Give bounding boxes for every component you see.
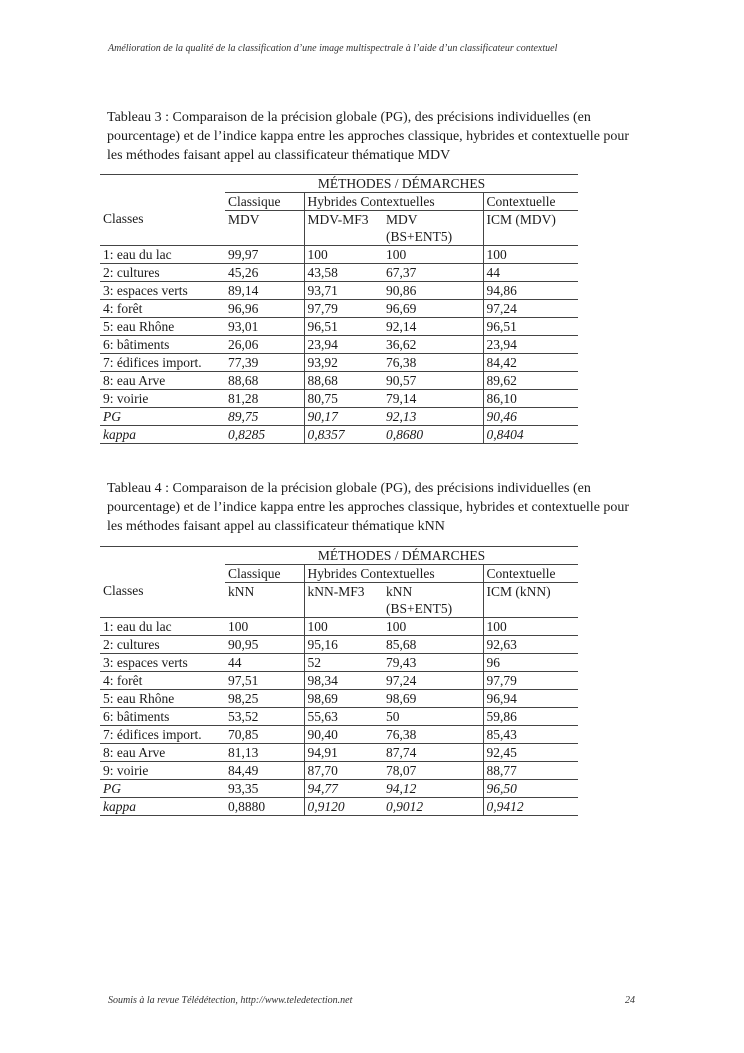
row-label: 6: bâtiments bbox=[100, 336, 225, 354]
row-value: 79,14 bbox=[383, 390, 483, 408]
row-value: 23,94 bbox=[483, 336, 578, 354]
row-value: 0,9012 bbox=[383, 798, 483, 816]
row-value: 100 bbox=[483, 246, 578, 264]
row-value: 94,91 bbox=[304, 744, 383, 762]
row-value: 81,13 bbox=[225, 744, 304, 762]
table3-row bbox=[100, 246, 578, 264]
row-value: 97,24 bbox=[383, 672, 483, 690]
table4-sub-classique: Classique bbox=[225, 565, 304, 583]
row-value: 0,9412 bbox=[483, 798, 578, 816]
row-value: 100 bbox=[383, 618, 483, 636]
table4-row bbox=[100, 690, 578, 708]
row-value: 79,43 bbox=[383, 654, 483, 672]
row-value: 78,07 bbox=[383, 762, 483, 780]
row-value: 87,74 bbox=[383, 744, 483, 762]
row-value: 0,9120 bbox=[304, 798, 383, 816]
row-value: 90,46 bbox=[483, 408, 578, 426]
table3-col-mdv-bs-ent5: MDV bbox=[386, 212, 418, 227]
table3-row bbox=[100, 336, 578, 354]
table3 bbox=[100, 174, 578, 444]
table4-row bbox=[100, 618, 578, 636]
row-label: 2: cultures bbox=[100, 636, 225, 654]
row-label: 3: espaces verts bbox=[100, 282, 225, 300]
table3-row bbox=[100, 390, 578, 408]
row-value: 100 bbox=[483, 618, 578, 636]
row-value: 45,26 bbox=[225, 264, 304, 282]
footer-source: Soumis à la revue Télédétection, http://www.teledetection.net bbox=[108, 995, 353, 1006]
running-header: Amélioration de la qualité de la classification d’une image multispectrale à l’aide d’un classificateur contextuel bbox=[108, 43, 558, 54]
row-label: PG bbox=[100, 408, 225, 426]
table3-caption: Tableau 3 : Comparaison de la précision globale (PG), des précisions individuelles (en pourcentage) et de l’indice kappa entre les approches classique, hybrides et contextuelle pour les méthodes faisant appel au classificateur thématique MDV bbox=[107, 110, 630, 163]
row-value: 76,38 bbox=[383, 354, 483, 372]
row-value: 0,8285 bbox=[225, 426, 304, 444]
row-value: 96,50 bbox=[483, 780, 578, 798]
table4-col-knn-bs-ent5: kNN bbox=[386, 584, 413, 599]
row-value: 43,58 bbox=[304, 264, 383, 282]
row-value: 100 bbox=[383, 246, 483, 264]
row-value: 94,77 bbox=[304, 780, 383, 798]
row-value: 90,95 bbox=[225, 636, 304, 654]
row-value: 88,68 bbox=[304, 372, 383, 390]
row-value: 0,8880 bbox=[225, 798, 304, 816]
row-label: 5: eau Rhône bbox=[100, 690, 225, 708]
row-value: 96,96 bbox=[225, 300, 304, 318]
row-value: 90,86 bbox=[383, 282, 483, 300]
row-value: 88,77 bbox=[483, 762, 578, 780]
row-value: 92,45 bbox=[483, 744, 578, 762]
row-value: 100 bbox=[304, 618, 383, 636]
row-value: 81,28 bbox=[225, 390, 304, 408]
row-label: 9: voirie bbox=[100, 390, 225, 408]
row-value: 85,68 bbox=[383, 636, 483, 654]
row-label: PG bbox=[100, 780, 225, 798]
row-label: 7: édifices import. bbox=[100, 726, 225, 744]
row-value: 98,69 bbox=[383, 690, 483, 708]
row-value: 89,14 bbox=[225, 282, 304, 300]
table3-col-mdv-bs-ent5-line2: (BS+ENT5) bbox=[383, 228, 483, 246]
row-label: 3: espaces verts bbox=[100, 654, 225, 672]
row-label: kappa bbox=[100, 798, 225, 816]
table4-row bbox=[100, 672, 578, 690]
row-value: 50 bbox=[383, 708, 483, 726]
row-label: kappa bbox=[100, 426, 225, 444]
row-value: 55,63 bbox=[304, 708, 383, 726]
table4-caption: Tableau 4 : Comparaison de la précision globale (PG), des précisions individuelles (en pourcentage) et de l’indice kappa entre les approches classique, hybrides et contextuelle pour les méthodes faisant appel au classificateur thématique kNN bbox=[107, 481, 630, 534]
row-label: 1: eau du lac bbox=[100, 246, 225, 264]
row-value: 92,63 bbox=[483, 636, 578, 654]
row-label: 4: forêt bbox=[100, 672, 225, 690]
table4-row bbox=[100, 798, 578, 816]
row-value: 59,86 bbox=[483, 708, 578, 726]
row-value: 86,10 bbox=[483, 390, 578, 408]
table3-col-icm: ICM (MDV) bbox=[483, 211, 578, 229]
row-value: 93,01 bbox=[225, 318, 304, 336]
table4-col-knn: kNN bbox=[228, 584, 255, 599]
table4-row bbox=[100, 708, 578, 726]
row-value: 85,43 bbox=[483, 726, 578, 744]
row-value: 80,75 bbox=[304, 390, 383, 408]
table4-col-icm: ICM (kNN) bbox=[483, 583, 578, 601]
row-value: 0,8680 bbox=[383, 426, 483, 444]
row-value: 92,13 bbox=[383, 408, 483, 426]
table3-row bbox=[100, 372, 578, 390]
row-value: 96,51 bbox=[483, 318, 578, 336]
table4-row bbox=[100, 780, 578, 798]
row-value: 88,68 bbox=[225, 372, 304, 390]
table3-empty-corner bbox=[100, 175, 225, 193]
row-label: 8: eau Arve bbox=[100, 744, 225, 762]
table3-row bbox=[100, 426, 578, 444]
row-value: 23,94 bbox=[304, 336, 383, 354]
row-value: 44 bbox=[225, 654, 304, 672]
row-value: 90,17 bbox=[304, 408, 383, 426]
row-value: 77,39 bbox=[225, 354, 304, 372]
table4-sub-contextuelle: Contextuelle bbox=[483, 565, 578, 583]
row-value: 84,49 bbox=[225, 762, 304, 780]
row-value: 84,42 bbox=[483, 354, 578, 372]
table3-sub-hybrides: Hybrides Contextuelles bbox=[304, 193, 483, 211]
table4-classes-header: Classes bbox=[100, 565, 225, 618]
row-label: 9: voirie bbox=[100, 762, 225, 780]
row-value: 76,38 bbox=[383, 726, 483, 744]
row-value: 26,06 bbox=[225, 336, 304, 354]
row-value: 99,97 bbox=[225, 246, 304, 264]
row-value: 0,8404 bbox=[483, 426, 578, 444]
table3-row bbox=[100, 300, 578, 318]
row-value: 44 bbox=[483, 264, 578, 282]
row-value: 97,79 bbox=[304, 300, 383, 318]
row-value: 70,85 bbox=[225, 726, 304, 744]
table4-row bbox=[100, 744, 578, 762]
table3-classes-header: Classes bbox=[100, 193, 225, 246]
table4-col-knn-mf3: kNN-MF3 bbox=[304, 583, 383, 601]
page-number: 24 bbox=[625, 995, 635, 1006]
table3-col-mdv: MDV bbox=[228, 212, 260, 227]
table4-row bbox=[100, 636, 578, 654]
table3-row bbox=[100, 264, 578, 282]
row-value: 36,62 bbox=[383, 336, 483, 354]
table3-row bbox=[100, 282, 578, 300]
row-value: 98,34 bbox=[304, 672, 383, 690]
row-value: 95,16 bbox=[304, 636, 383, 654]
table4-empty-corner bbox=[100, 547, 225, 565]
table4-row bbox=[100, 654, 578, 672]
row-value: 92,14 bbox=[383, 318, 483, 336]
row-value: 100 bbox=[304, 246, 383, 264]
row-value: 96,69 bbox=[383, 300, 483, 318]
row-value: 53,52 bbox=[225, 708, 304, 726]
row-value: 97,51 bbox=[225, 672, 304, 690]
table3-sub-classique: Classique bbox=[225, 193, 304, 211]
row-label: 6: bâtiments bbox=[100, 708, 225, 726]
table4-group-header: MÉTHODES / DÉMARCHES bbox=[225, 547, 578, 565]
row-value: 94,86 bbox=[483, 282, 578, 300]
row-label: 5: eau Rhône bbox=[100, 318, 225, 336]
row-value: 93,35 bbox=[225, 780, 304, 798]
row-value: 100 bbox=[225, 618, 304, 636]
table3-row bbox=[100, 354, 578, 372]
row-value: 90,57 bbox=[383, 372, 483, 390]
row-value: 67,37 bbox=[383, 264, 483, 282]
row-label: 8: eau Arve bbox=[100, 372, 225, 390]
row-value: 89,75 bbox=[225, 408, 304, 426]
row-value: 96,94 bbox=[483, 690, 578, 708]
row-value: 87,70 bbox=[304, 762, 383, 780]
row-value: 52 bbox=[304, 654, 383, 672]
row-label: 7: édifices import. bbox=[100, 354, 225, 372]
table4-row bbox=[100, 726, 578, 744]
table4-sub-hybrides: Hybrides Contextuelles bbox=[304, 565, 483, 583]
row-value: 93,71 bbox=[304, 282, 383, 300]
table3-sub-contextuelle: Contextuelle bbox=[483, 193, 578, 211]
table3-row bbox=[100, 318, 578, 336]
table3-col-mdv-mf3: MDV-MF3 bbox=[304, 211, 383, 229]
row-value: 0,8357 bbox=[304, 426, 383, 444]
table3-row bbox=[100, 408, 578, 426]
table4-row bbox=[100, 762, 578, 780]
table4-col-knn-bs-ent5-line2: (BS+ENT5) bbox=[383, 600, 483, 618]
row-value: 89,62 bbox=[483, 372, 578, 390]
row-value: 97,79 bbox=[483, 672, 578, 690]
row-value: 94,12 bbox=[383, 780, 483, 798]
table3-group-header: MÉTHODES / DÉMARCHES bbox=[225, 175, 578, 193]
row-value: 90,40 bbox=[304, 726, 383, 744]
row-label: 1: eau du lac bbox=[100, 618, 225, 636]
row-label: 4: forêt bbox=[100, 300, 225, 318]
row-value: 96,51 bbox=[304, 318, 383, 336]
row-value: 98,69 bbox=[304, 690, 383, 708]
row-value: 93,92 bbox=[304, 354, 383, 372]
table4 bbox=[100, 546, 578, 816]
row-value: 98,25 bbox=[225, 690, 304, 708]
row-value: 97,24 bbox=[483, 300, 578, 318]
row-value: 96 bbox=[483, 654, 578, 672]
row-label: 2: cultures bbox=[100, 264, 225, 282]
